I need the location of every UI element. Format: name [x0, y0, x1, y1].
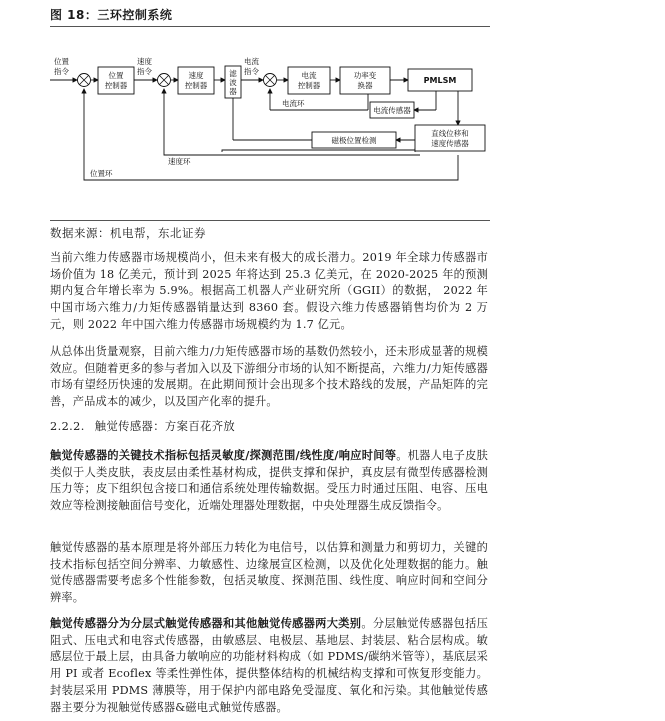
paragraph-market-size: 当前六维力传感器市场规模尚小，但未来有极大的成长潜力。2019 年全球力传感器市场价值为 18 亿美元，预计到 2025 年将达到 25.3 亿美元，在 2020-2025 年的预测期内复合年增长率为 5.9%。根据高工机器人产业研究所（GGII）的数据， 2022 年中国市场六维力/力矩传感器销量达到 8360 套。假设六维力传感器销售均价为 2 万元，则 2022 年中国六维力传感器市场规模约为 1.7 亿元。 [50, 251, 488, 331]
svg-text:指令: 指令 [137, 67, 152, 76]
svg-text:器: 器 [229, 87, 237, 96]
figure-source: 数据来源：机电帮，东北证券 [50, 226, 206, 240]
svg-text:速度传感器: 速度传感器 [431, 139, 469, 148]
paragraph-tactile-principle: 触觉传感器的基本原理是将外部压力转化为电信号，以估算和测量力和剪切力，关键的技术指标包括空间分辨率、力敏感性、边缘展宣区检测，以及优化处理数据的能力。触觉传感器需要考虑多个性能参数，包括灵敏度、探测范围、线性度、响应时间和空间分辨率。 [50, 541, 488, 605]
figure-title: 图 18：三环控制系统 [50, 8, 173, 22]
svg-text:PMLSM: PMLSM [423, 76, 457, 85]
svg-text:电流环: 电流环 [282, 99, 305, 108]
svg-text:波: 波 [229, 78, 237, 87]
svg-text:速度: 速度 [188, 71, 204, 80]
svg-text:电流传感器: 电流传感器 [373, 106, 411, 115]
paragraph-tactile-categories-body: 。分层触觉传感器包括压阻式、压电式和电容式传感器，由敏感层、电极层、基地层、封装层、粘合层构成。敏感层位于最上层，由具备力敏响应的功能材料构成（如 PDMS/碳纳米管等），基底层采用 PI 或者 Ecoflex 等柔性弹性体，提供整体结构的机械结构支撑和可恢复形变能力。封装层采用 PDMS 薄膜等，用于保护内部电路免受湿度、氧化和污染。其他触觉传感器主要分为视触觉传感器&磁电式触觉传感器。 [50, 617, 488, 714]
svg-text:速度环: 速度环 [168, 157, 191, 166]
paragraph-tactile-metrics-body: 。机器人电子皮肤类似于人类皮肤，表皮层由柔性基材构成，提供支撑和保护，真皮层有微型传感器检测压力等；皮下组织包含接口和通信系统处理传输数据。受压力时通过压阻、电容、压电效应等检测接触面信号变化，近端处理器处理数据，中央处理器生成反馈指令。 [50, 449, 488, 513]
svg-text:控制器: 控制器 [184, 81, 208, 90]
svg-text:位置环: 位置环 [90, 169, 113, 178]
svg-text:指令: 指令 [54, 67, 69, 76]
paragraph-tactile-metrics-lead: 触觉传感器的关键技术指标包括灵敏度/探测范围/线性度/响应时间等 [50, 448, 397, 462]
svg-text:滤: 滤 [229, 69, 237, 78]
svg-text:速度: 速度 [137, 57, 152, 66]
figure-bottom-rule [50, 220, 490, 221]
section-heading [50, 418, 235, 434]
svg-text:指令: 指令 [244, 67, 259, 76]
svg-text:位置: 位置 [108, 71, 124, 80]
section-title: 触觉传感器：方案百花齐放 [94, 420, 236, 433]
svg-text:磁极位置检测: 磁极位置检测 [331, 136, 377, 145]
svg-text:位置: 位置 [54, 57, 69, 66]
svg-text:控制器: 控制器 [104, 81, 128, 90]
section-number: 2.2.2. [50, 420, 85, 433]
svg-text:直线位移和: 直线位移和 [431, 129, 469, 138]
paragraph-tactile-categories-lead: 触觉传感器分为分层式触觉传感器和其他触觉传感器两大类别 [50, 616, 362, 630]
three-loop-control-diagram [50, 40, 490, 190]
svg-text:控制器: 控制器 [297, 81, 321, 90]
figure-top-rule [50, 26, 490, 27]
paragraph-market-outlook: 从总体出货量观察，目前六维力/力矩传感器市场的基数仍然较小，还未形成显著的规模效应。但随着更多的参与者加入以及下游细分市场的认知不断提高，六维力/力矩传感器市场有望经历快速的发展期。在此期间预计会出现多个技术路线的发展，产品矩阵的完善，产品成本的减少，以及国产化率的提升。 [50, 345, 488, 409]
svg-text:电流: 电流 [301, 71, 317, 80]
paragraph-tactile-metrics [50, 447, 488, 515]
paragraph-tactile-categories [50, 615, 488, 716]
svg-text:电流: 电流 [244, 57, 259, 66]
svg-text:功率变: 功率变 [353, 71, 377, 80]
svg-text:换器: 换器 [357, 81, 373, 90]
